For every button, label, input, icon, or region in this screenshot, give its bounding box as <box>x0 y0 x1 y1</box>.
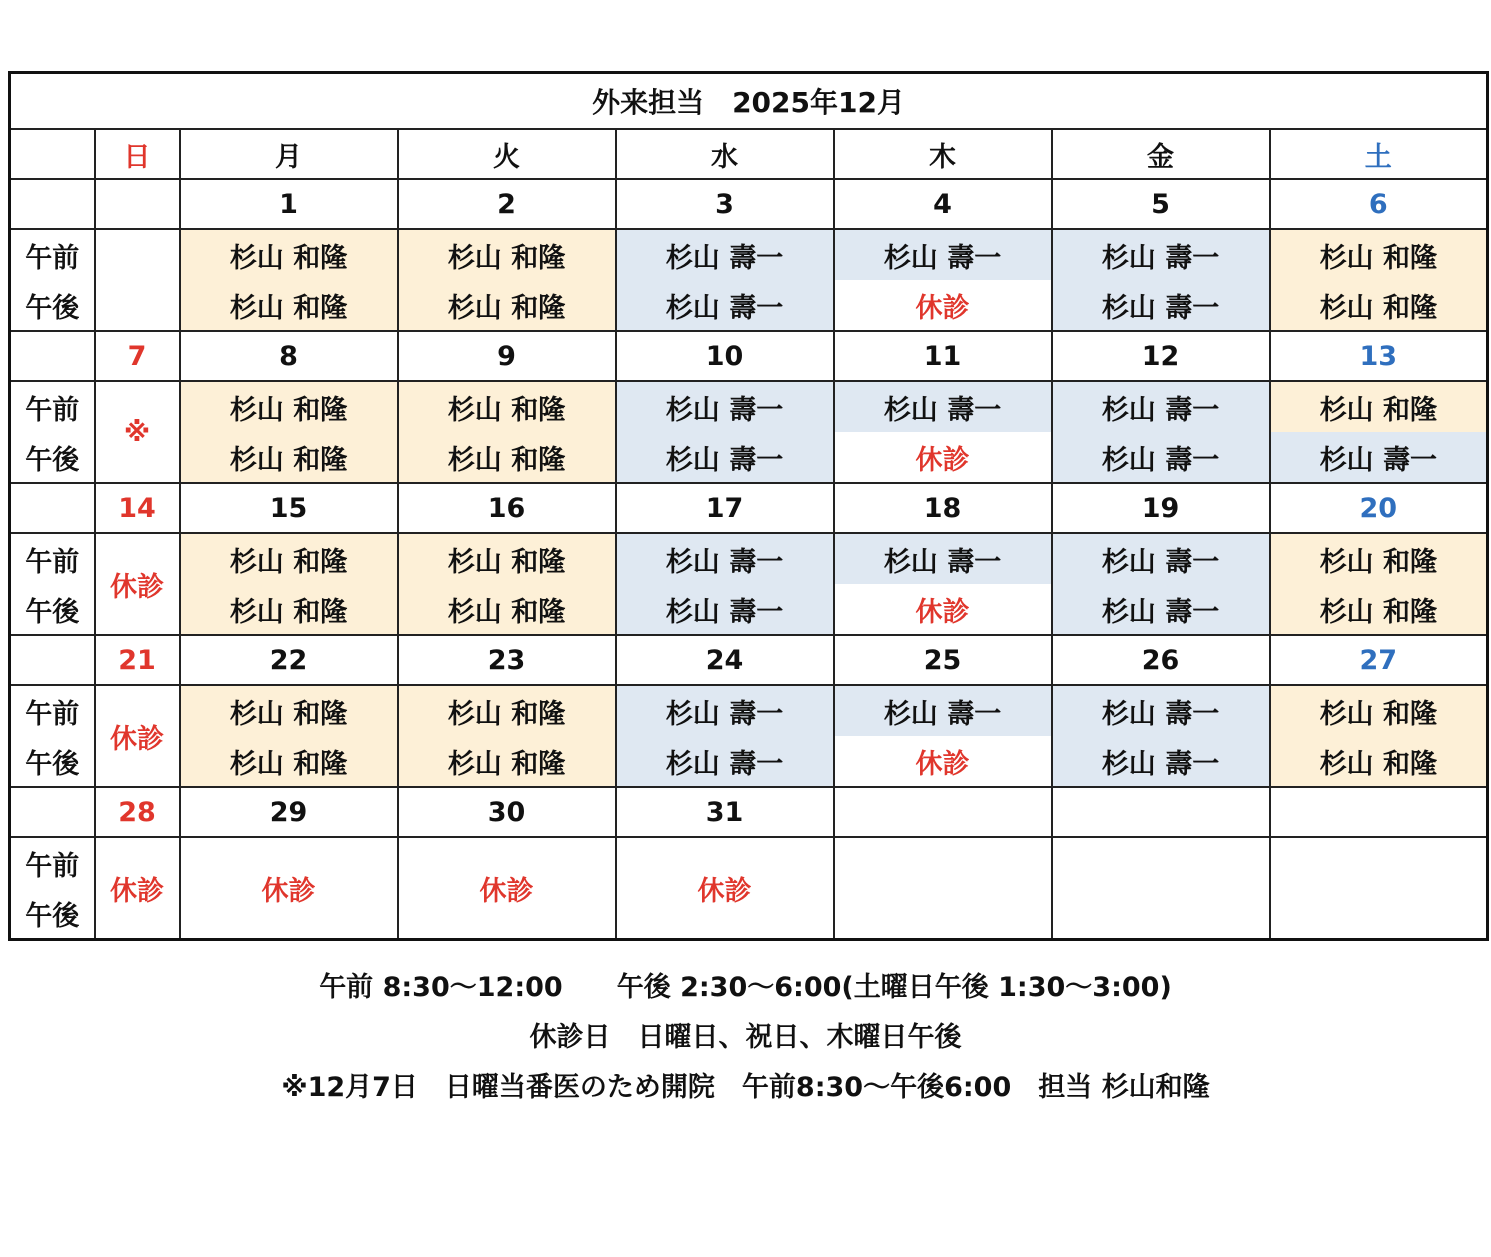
am-doctor-cell: 杉山 和隆 <box>180 229 398 280</box>
pm-doctor-cell: 杉山 壽一 <box>1052 584 1270 635</box>
notes-section <box>0 968 1491 1118</box>
outpatient-schedule-table <box>8 71 1489 941</box>
date-cell: 25 <box>834 635 1052 685</box>
date-cell: 20 <box>1270 483 1488 533</box>
merged-day-cell: 休診 <box>95 685 180 787</box>
am-doctor-cell: 杉山 和隆 <box>398 381 616 432</box>
date-label-cell <box>10 483 95 533</box>
pm-doctor-cell: 杉山 和隆 <box>180 584 398 635</box>
date-cell: 6 <box>1270 179 1488 229</box>
am-row <box>10 533 1488 584</box>
weekday-wednesday: 水 <box>616 129 834 179</box>
empty-day-cell <box>1270 837 1488 940</box>
date-cell <box>834 787 1052 837</box>
am-label: 午前 <box>10 381 95 432</box>
am-label: 午前 <box>10 837 95 888</box>
pm-doctor-cell: 休診 <box>834 736 1052 787</box>
date-cell: 5 <box>1052 179 1270 229</box>
am-doctor-cell: 杉山 壽一 <box>1052 229 1270 280</box>
am-doctor-cell: 杉山 壽一 <box>834 229 1052 280</box>
date-label-cell <box>10 179 95 229</box>
pm-doctor-cell: 杉山 壽一 <box>1270 432 1488 483</box>
date-row <box>10 483 1488 533</box>
merged-day-cell: 休診 <box>95 837 180 940</box>
pm-label: 午後 <box>10 736 95 787</box>
date-row <box>10 787 1488 837</box>
empty-day-cell <box>95 229 180 331</box>
date-cell: 8 <box>180 331 398 381</box>
date-cell: 31 <box>616 787 834 837</box>
pm-row <box>10 584 1488 635</box>
date-cell: 10 <box>616 331 834 381</box>
date-cell: 12 <box>1052 331 1270 381</box>
merged-day-cell: ※ <box>95 381 180 483</box>
date-label-cell <box>10 635 95 685</box>
date-cell: 3 <box>616 179 834 229</box>
pm-doctor-cell: 杉山 和隆 <box>180 280 398 331</box>
am-label: 午前 <box>10 533 95 584</box>
weekday-tuesday: 火 <box>398 129 616 179</box>
pm-label: 午後 <box>10 584 95 635</box>
date-cell: 11 <box>834 331 1052 381</box>
pm-doctor-cell: 杉山 和隆 <box>398 736 616 787</box>
am-doctor-cell: 杉山 壽一 <box>834 685 1052 736</box>
weekday-monday: 月 <box>180 129 398 179</box>
weekday-sunday: 日 <box>95 129 180 179</box>
am-doctor-cell: 杉山 和隆 <box>180 533 398 584</box>
hours-note: 午前 8:30〜12:00 午後 2:30〜6:00(土曜日午後 1:30〜3:00) <box>319 972 1172 1003</box>
am-doctor-cell: 杉山 和隆 <box>1270 533 1488 584</box>
date-cell: 16 <box>398 483 616 533</box>
pm-doctor-cell: 杉山 和隆 <box>398 280 616 331</box>
pm-doctor-cell: 杉山 壽一 <box>1052 736 1270 787</box>
pm-doctor-cell: 杉山 壽一 <box>1052 280 1270 331</box>
am-doctor-cell: 杉山 和隆 <box>180 685 398 736</box>
am-label: 午前 <box>10 229 95 280</box>
am-doctor-cell: 杉山 壽一 <box>834 381 1052 432</box>
special-opening-note: ※12月7日 日曜当番医のため開院 午前8:30〜午後6:00 担当 杉山和隆 <box>281 1072 1210 1103</box>
weekday-friday: 金 <box>1052 129 1270 179</box>
pm-doctor-cell: 杉山 和隆 <box>1270 736 1488 787</box>
am-doctor-cell: 杉山 壽一 <box>1052 381 1270 432</box>
date-cell: 22 <box>180 635 398 685</box>
date-cell: 29 <box>180 787 398 837</box>
am-label: 午前 <box>10 685 95 736</box>
date-cell: 2 <box>398 179 616 229</box>
am-doctor-cell: 杉山 壽一 <box>616 685 834 736</box>
date-cell: 14 <box>95 483 180 533</box>
pm-doctor-cell: 杉山 壽一 <box>616 736 834 787</box>
pm-doctor-cell: 杉山 壽一 <box>616 280 834 331</box>
date-cell <box>95 179 180 229</box>
am-doctor-cell: 杉山 壽一 <box>834 533 1052 584</box>
date-label-cell <box>10 787 95 837</box>
am-doctor-cell: 杉山 壽一 <box>616 533 834 584</box>
am-doctor-cell: 杉山 和隆 <box>1270 685 1488 736</box>
pm-label: 午後 <box>10 280 95 331</box>
date-cell: 9 <box>398 331 616 381</box>
schedule-title: 外来担当 2025年12月 <box>10 73 1488 130</box>
merged-day-cell: 休診 <box>398 837 616 940</box>
date-cell: 24 <box>616 635 834 685</box>
date-cell <box>1052 787 1270 837</box>
pm-label: 午後 <box>10 432 95 483</box>
date-cell: 7 <box>95 331 180 381</box>
corner-cell <box>10 129 95 179</box>
pm-doctor-cell: 休診 <box>834 584 1052 635</box>
pm-doctor-cell: 杉山 壽一 <box>1052 432 1270 483</box>
date-cell: 1 <box>180 179 398 229</box>
date-row <box>10 179 1488 229</box>
pm-doctor-cell: 杉山 和隆 <box>180 736 398 787</box>
am-doctor-cell: 杉山 和隆 <box>1270 381 1488 432</box>
date-cell: 19 <box>1052 483 1270 533</box>
pm-doctor-cell: 杉山 和隆 <box>180 432 398 483</box>
merged-day-cell: 休診 <box>180 837 398 940</box>
date-cell: 30 <box>398 787 616 837</box>
merged-day-cell: 休診 <box>95 533 180 635</box>
pm-doctor-cell: 杉山 和隆 <box>398 432 616 483</box>
am-row <box>10 229 1488 280</box>
am-row <box>10 381 1488 432</box>
weekday-thursday: 木 <box>834 129 1052 179</box>
date-cell: 23 <box>398 635 616 685</box>
pm-doctor-cell: 杉山 和隆 <box>1270 584 1488 635</box>
date-cell: 4 <box>834 179 1052 229</box>
pm-doctor-cell: 杉山 壽一 <box>616 584 834 635</box>
pm-doctor-cell: 杉山 和隆 <box>398 584 616 635</box>
am-doctor-cell: 杉山 壽一 <box>1052 533 1270 584</box>
date-row <box>10 331 1488 381</box>
pm-label: 午後 <box>10 888 95 940</box>
am-doctor-cell: 杉山 壽一 <box>616 381 834 432</box>
am-doctor-cell: 杉山 和隆 <box>1270 229 1488 280</box>
pm-doctor-cell: 休診 <box>834 432 1052 483</box>
date-cell: 18 <box>834 483 1052 533</box>
am-doctor-cell: 杉山 和隆 <box>398 685 616 736</box>
date-row <box>10 635 1488 685</box>
date-cell: 28 <box>95 787 180 837</box>
pm-row <box>10 432 1488 483</box>
pm-row <box>10 736 1488 787</box>
date-label-cell <box>10 331 95 381</box>
empty-day-cell <box>1052 837 1270 940</box>
weekday-header-row <box>10 129 1488 179</box>
am-doctor-cell: 杉山 壽一 <box>1052 685 1270 736</box>
am-doctor-cell: 杉山 和隆 <box>180 381 398 432</box>
am-doctor-cell: 杉山 和隆 <box>398 533 616 584</box>
date-cell <box>1270 787 1488 837</box>
am-row <box>10 685 1488 736</box>
am-row <box>10 837 1488 888</box>
am-doctor-cell: 杉山 和隆 <box>398 229 616 280</box>
am-doctor-cell: 杉山 壽一 <box>616 229 834 280</box>
pm-row <box>10 280 1488 331</box>
closed-days-note: 休診日 日曜日、祝日、木曜日午後 <box>529 1022 962 1053</box>
date-cell: 21 <box>95 635 180 685</box>
pm-doctor-cell: 杉山 壽一 <box>616 432 834 483</box>
empty-day-cell <box>834 837 1052 940</box>
merged-day-cell: 休診 <box>616 837 834 940</box>
date-cell: 17 <box>616 483 834 533</box>
date-cell: 13 <box>1270 331 1488 381</box>
pm-doctor-cell: 杉山 和隆 <box>1270 280 1488 331</box>
date-cell: 15 <box>180 483 398 533</box>
date-cell: 26 <box>1052 635 1270 685</box>
pm-doctor-cell: 休診 <box>834 280 1052 331</box>
date-cell: 27 <box>1270 635 1488 685</box>
weekday-saturday: 土 <box>1270 129 1488 179</box>
